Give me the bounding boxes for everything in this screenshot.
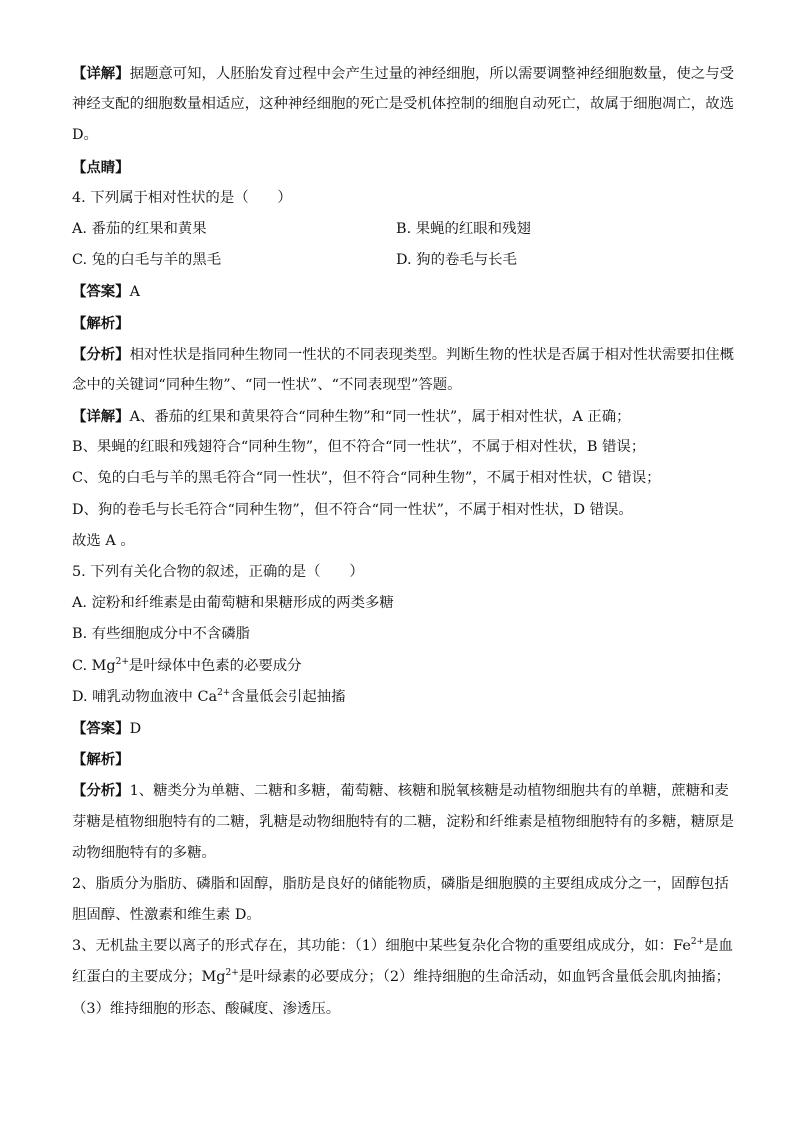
q4-stem: 4. 下列属于相对性状的是（ ） — [72, 189, 292, 206]
q3-detail-line-1 — [72, 58, 732, 89]
analysis-tag: 【分析】 — [72, 782, 130, 800]
q3-dianjing-tag: 【点睛】 — [72, 158, 130, 176]
answer-tag: 【答案】 — [72, 283, 130, 301]
q5-salt-line-2 — [72, 962, 732, 993]
answer-tag: 【答案】 — [72, 719, 130, 737]
q5-option-d — [72, 682, 732, 713]
q4-options-row-2 — [72, 245, 732, 276]
q5-option-c — [72, 651, 732, 682]
q5-analysis-line-2: 芽糖是植物细胞特有的二糖，乳糖是动物细胞特有的二糖，淀粉和纤维素是植物细胞特有的多糖，糖原是 — [72, 813, 734, 830]
q4-detail-line-2: B、果蝇的红眼和残翅符合“同种生物”，但不符合“同一性状”，不属于相对性状，B 错误； — [72, 439, 646, 456]
detail-tag: 【详解】 — [72, 65, 130, 82]
q5-option-b: B. 有些细胞成分中不含磷脂 — [72, 626, 251, 643]
q3-detail-text-1: 据题意可知，人胚胎发育过程中会产生过量的神经细胞，所以需要调整神经细胞数量，使之与受 — [129, 66, 734, 82]
q4-detail-text-1: A、番茄的红果和黄果符合“同种生物”和“同一性状”，属于相对性状，A 正确； — [129, 409, 631, 426]
q5-analysis-line-1 — [72, 775, 732, 806]
q5-salt-text-1-post: 是血 — [704, 938, 733, 955]
q4-detail-line-3: C、兔的白毛与羊的黑毛符合“同一性状”，但不符合“同种生物”，不属于相对性状，C 错误； — [72, 470, 661, 487]
superscript: 2+ — [225, 968, 239, 979]
q4-detail-line-4: D、狗的卷毛与长毛符合“同种生物”，但不符合“同一性状”，不属于相对性状，D 错误。 — [72, 501, 633, 518]
q5-salt-text-2-pre: 红蛋白的主要成分；Mg — [72, 969, 226, 986]
q5-option-a: A. 淀粉和纤维素是由葡萄糖和果糖形成的两类多糖 — [72, 595, 394, 612]
superscript: 2+ — [115, 656, 129, 667]
superscript: 2+ — [217, 687, 231, 698]
q4-jiexi-tag: 【解析】 — [72, 314, 130, 332]
q4-analysis-text-1: 相对性状是指同种生物同一性状的不同表现类型。判断生物的性状是否属于相对性状需要扣住概 — [129, 346, 734, 363]
q5-stem: 5. 下列有关化合物的叙述，正确的是（ ） — [72, 564, 364, 580]
superscript: 2+ — [690, 937, 705, 948]
q4-options-row-1 — [72, 214, 732, 245]
analysis-tag: 【分析】 — [72, 345, 130, 363]
q4-analysis-line-2: 念中的关键词“同种生物”、“同一性状”、“不同表现型”答题。 — [72, 376, 462, 393]
q4-option-d: D. 狗的卷毛与长毛 — [396, 252, 517, 269]
q4-option-c: C. 兔的白毛与羊的黑毛 — [72, 252, 222, 269]
q5-salt-line-3: （3）维持细胞的形态、酸碱度、渗透压。 — [72, 1000, 341, 1017]
q4-detail-line-1 — [72, 401, 732, 432]
q5-analysis-line-3: 动物细胞特有的多糖。 — [72, 844, 216, 861]
q5-jiexi-tag: 【解析】 — [72, 751, 130, 769]
q5-option-d-pre: D. 哺乳动物血液中 Ca — [72, 688, 218, 705]
q4-option-b: B. 果蝇的红眼和残翅 — [396, 220, 531, 237]
detail-tag: 【详解】 — [72, 408, 130, 426]
q5-option-c-pre: C. Mg — [72, 657, 116, 674]
q5-answer-value: D — [129, 720, 142, 737]
q5-option-c-post: 是叶绿体中色素的必要成分 — [128, 657, 302, 674]
q4-conclusion: 故选 A 。 — [72, 532, 135, 549]
q5-salt-line-1 — [72, 931, 732, 962]
q3-detail-line-3: D。 — [72, 127, 98, 144]
q5-analysis-text-1: 1、糖类分为单糖、二糖和多糖，葡萄糖、核糖和脱氧核糖是动植物细胞共有的单糖，蔗糖和麦 — [129, 783, 729, 800]
q4-answer-value: A — [129, 284, 140, 301]
q5-option-d-post: 含量低会引起抽搐 — [230, 688, 346, 705]
q3-detail-line-2: 神经支配的细胞数量相适应，这种神经细胞的死亡是受机体控制的细胞自动死亡，故属于细胞凋亡，故选 — [72, 96, 734, 113]
q5-lipid-line-1: 2、脂质分为脂肪、磷脂和固醇，脂肪是良好的储能物质，磷脂是细胞膜的主要组成成分之一，固醇包括 — [72, 875, 729, 892]
q4-analysis-line-1 — [72, 339, 732, 370]
document-page — [72, 58, 732, 1025]
q5-lipid-line-2: 胆固醇、性激素和维生素 D。 — [72, 907, 261, 924]
q4-answer — [72, 276, 732, 307]
q4-option-a: A. 番茄的红果和黄果 — [72, 220, 207, 237]
q5-answer — [72, 713, 732, 744]
q5-salt-text-2-post: 是叶绿素的必要成分；（2）维持细胞的生命活动，如血钙含量低会肌肉抽搐； — [238, 969, 730, 986]
q5-salt-text-1-pre: 3、无机盐主要以离子的形式存在，其功能：（1）细胞中某些复杂化合物的重要组成成分，如：Fe — [72, 938, 691, 955]
